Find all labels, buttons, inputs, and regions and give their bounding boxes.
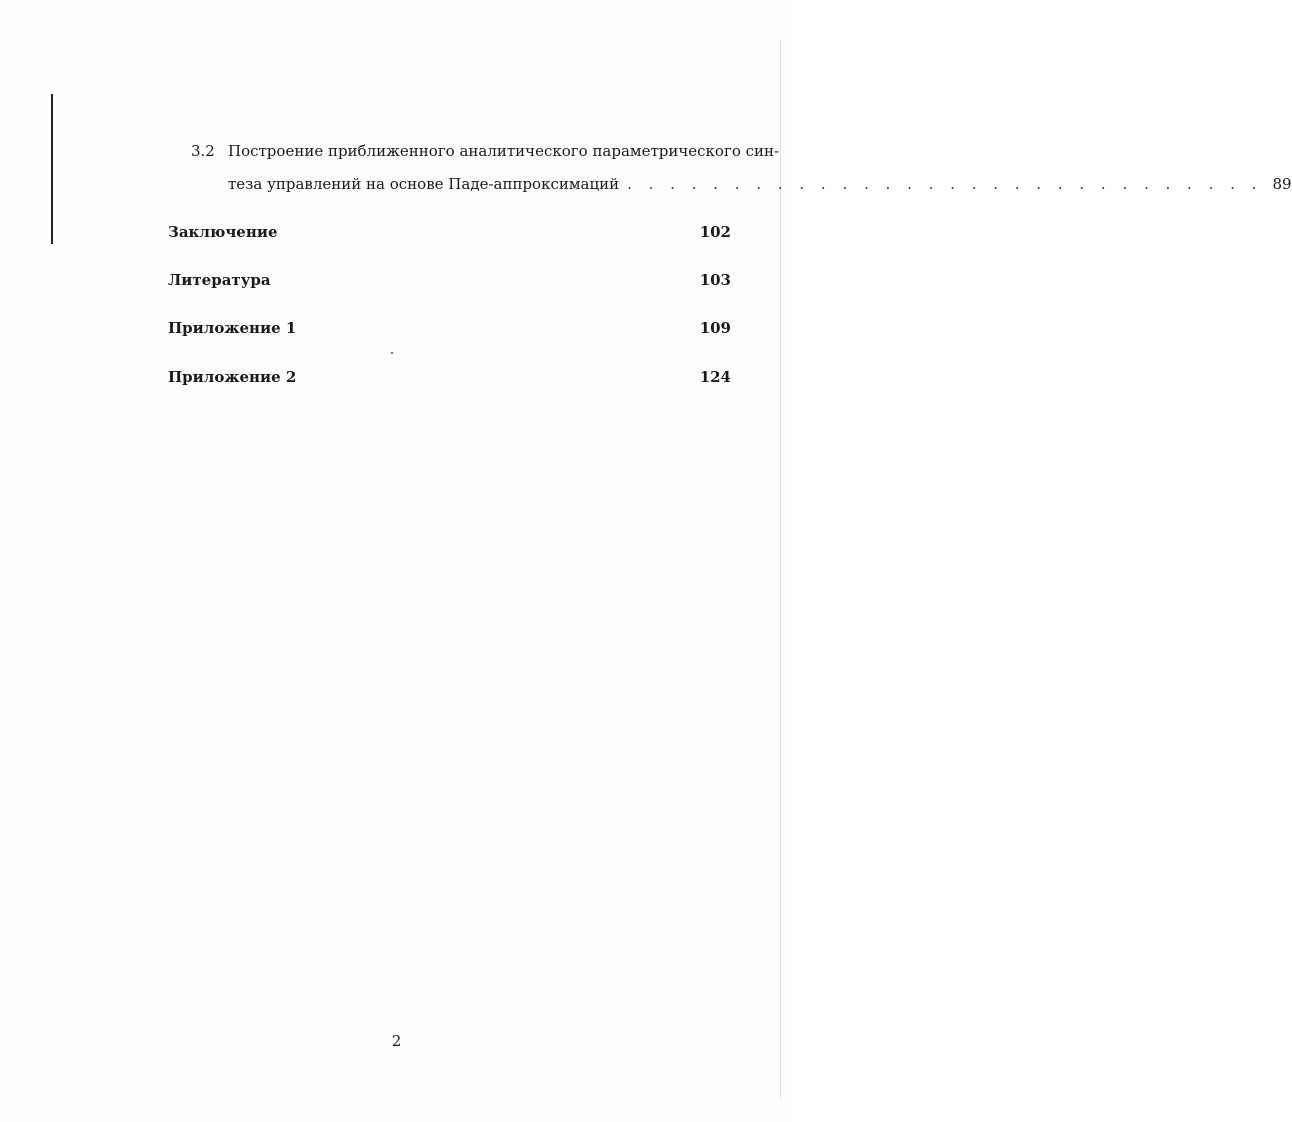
- toc-entry-title: Литература: [168, 271, 271, 289]
- toc-entry-title: Приложение 2: [168, 368, 297, 386]
- toc-entry-title-line2-row: [228, 175, 1292, 193]
- toc-entry-page: 103: [699, 271, 731, 289]
- toc-entry-literature[interactable]: [168, 271, 731, 289]
- toc-entry-title: Заключение: [168, 223, 278, 241]
- toc-entry-page: 124: [699, 368, 731, 386]
- toc-dot-leader: . . . . . . . . . . . . . . . . . . . . . . . . . . . . . .: [627, 175, 1263, 193]
- toc-entry-title: Приложение 1: [168, 319, 297, 337]
- toc-entry-title-line1: Построение приближенного аналитического параметрического син-: [228, 142, 780, 160]
- scan-speck: [391, 352, 393, 354]
- toc-entry-conclusion[interactable]: [168, 223, 731, 241]
- toc-entry-appendix-1[interactable]: [168, 319, 731, 337]
- toc-entry-title-line2: теза управлений на основе Паде-аппроксимаций: [228, 175, 620, 193]
- toc-entry-number: 3.2: [191, 142, 215, 160]
- scan-margin-mark: [51, 94, 53, 244]
- toc-entry-appendix-2[interactable]: [168, 368, 731, 386]
- toc-entry-page: 109: [699, 319, 731, 337]
- page-number: 2: [391, 1032, 402, 1050]
- toc-entry-page: 102: [699, 223, 731, 241]
- scan-edge-line: [780, 40, 781, 1100]
- toc-entry-page: 89: [1272, 175, 1292, 193]
